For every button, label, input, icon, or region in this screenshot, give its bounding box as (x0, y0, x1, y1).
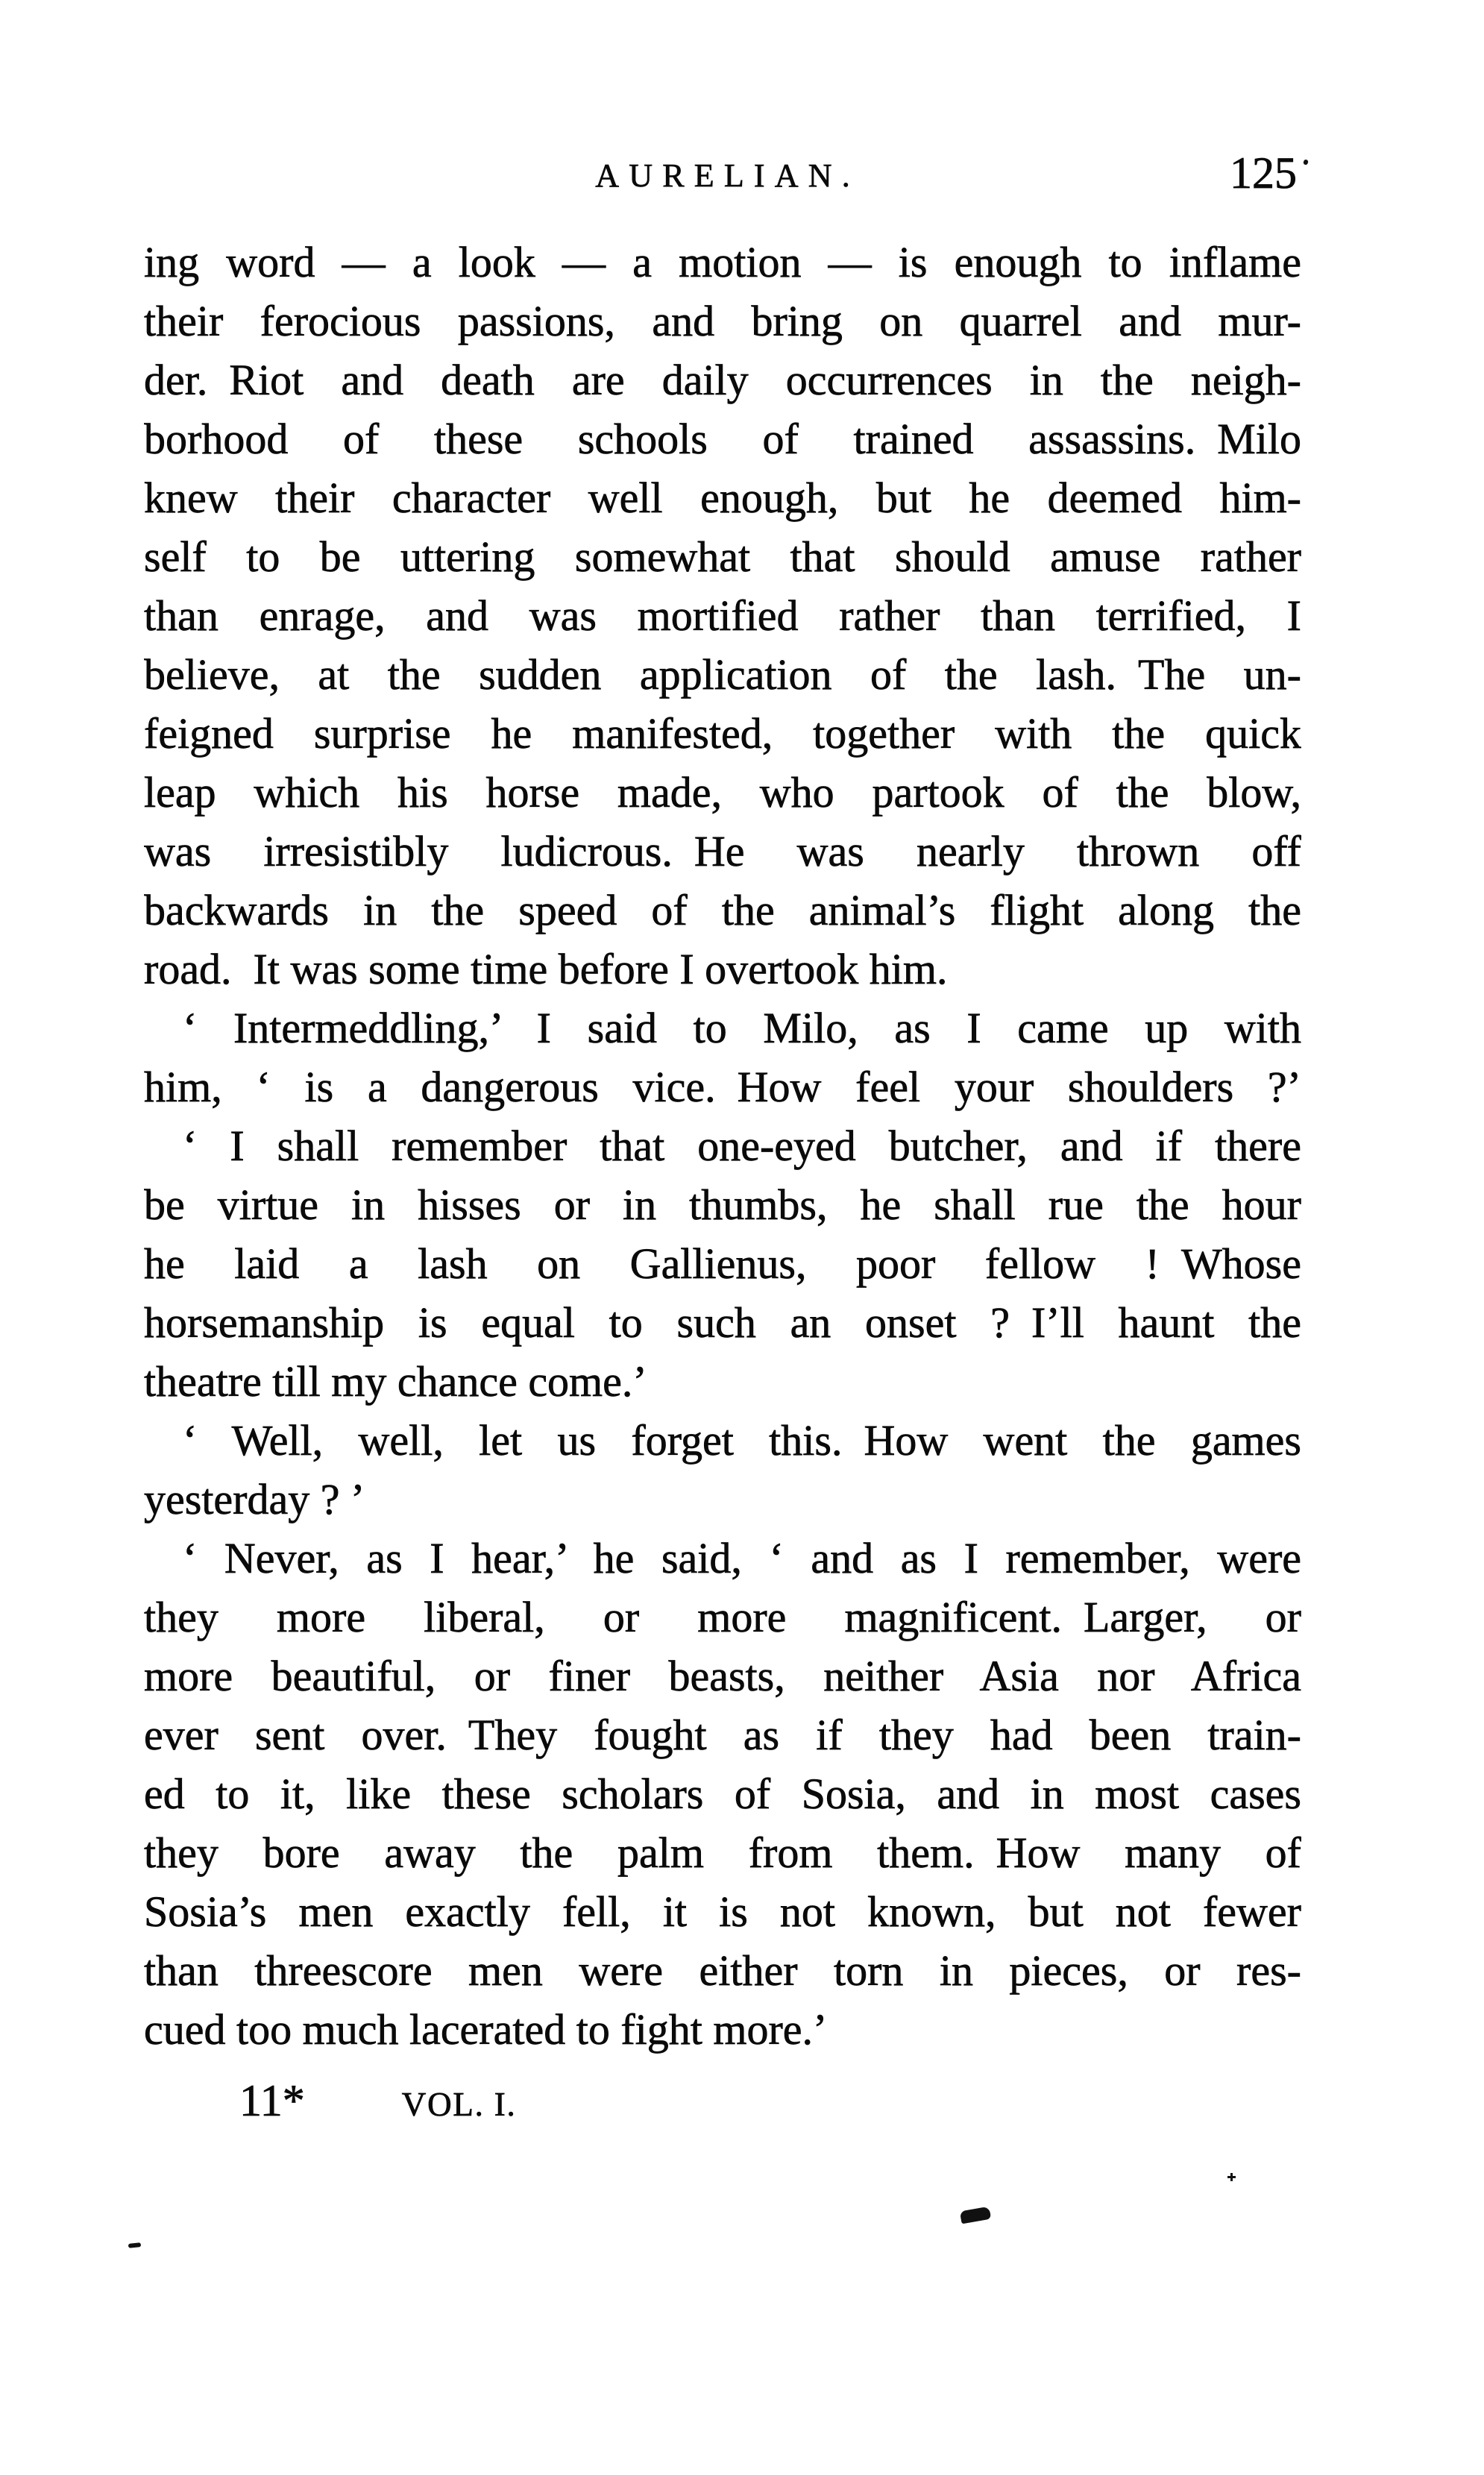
text-line: road. It was some time before I overtook him. (144, 945, 948, 993)
body-text (144, 233, 1301, 2127)
running-title: AURELIAN. (595, 157, 860, 194)
text-line: Sosia’s men exactly fell, it is not known, but not fewer (144, 1887, 1301, 1936)
text-line: ‘ Well, well, let us forget this. How went the games (183, 1416, 1301, 1465)
text-line: self to be uttering somewhat that should amuse rather (144, 532, 1301, 581)
ink-speck-after-page-number (1303, 159, 1309, 166)
text-line: leap which his horse made, who partook of the blow, (144, 768, 1301, 817)
text-line: he laid a lash on Gallienus, poor fellow ! Whose (144, 1239, 1301, 1288)
text-line: more beautiful, or finer beasts, neither Asia nor Africa (144, 1652, 1301, 1700)
page-footer (144, 2075, 1301, 2127)
signature-mark: 11* (239, 2076, 305, 2125)
text-line: borhood of these schools of trained assassins. Milo (144, 415, 1301, 463)
text-line: ‘ Never, as I hear,’ he said, ‘ and as I remember, were (183, 1534, 1301, 1582)
text-line: than enrage, and was mortified rather than terrified, I (144, 591, 1301, 640)
ink-speck-plus (1227, 2173, 1236, 2181)
text-block (144, 0, 1301, 2475)
page-number: 125 (1230, 148, 1297, 198)
text-line: ing word — a look — a motion — is enough to inflame (144, 238, 1301, 286)
text-line: was irresistibly ludicrous. He was nearly thrown off (144, 827, 1301, 875)
text-line: ‘ I shall remember that one-eyed butcher, and if there (183, 1122, 1301, 1170)
text-line: be virtue in hisses or in thumbs, he shall rue the hour (144, 1180, 1301, 1229)
text-line: believe, at the sudden application of the lash. The un- (144, 650, 1301, 699)
text-line: they bore away the palm from them. How many of (144, 1828, 1301, 1877)
text-line: yesterday ? ’ (144, 1475, 365, 1523)
text-line: der. Riot and death are daily occurrences in the neigh- (144, 356, 1301, 404)
text-line: ‘ Intermeddling,’ I said to Milo, as I came up with (183, 1004, 1301, 1052)
text-line: cued too much lacerated to fight more.’ (144, 2005, 828, 2054)
text-line: knew their character well enough, but he deemed him- (144, 474, 1301, 522)
text-line: him, ‘ is a dangerous vice. How feel your shoulders ?’ (144, 1063, 1301, 1111)
text-line: their ferocious passions, and bring on quarrel and mur- (144, 297, 1301, 345)
text-line: horsemanship is equal to such an onset ? I’ll haunt the (144, 1298, 1301, 1347)
text-line: theatre till my chance come.’ (144, 1357, 647, 1406)
volume-label: VOL. I. (401, 2086, 517, 2123)
text-line: they more liberal, or more magnificent. Larger, or (144, 1593, 1301, 1641)
ink-speck-dash-thin (128, 2242, 142, 2248)
text-line: than threescore men were either torn in pieces, or res- (144, 1946, 1301, 1995)
text-line: ed to it, like these scholars of Sosia, and in most cases (144, 1770, 1301, 1818)
text-line: feigned surprise he manifested, together with the quick (144, 709, 1301, 758)
text-line: backwards in the speed of the animal’s flight along the (144, 886, 1301, 934)
text-line: ever sent over. They fought as if they had been train- (144, 1711, 1301, 1759)
